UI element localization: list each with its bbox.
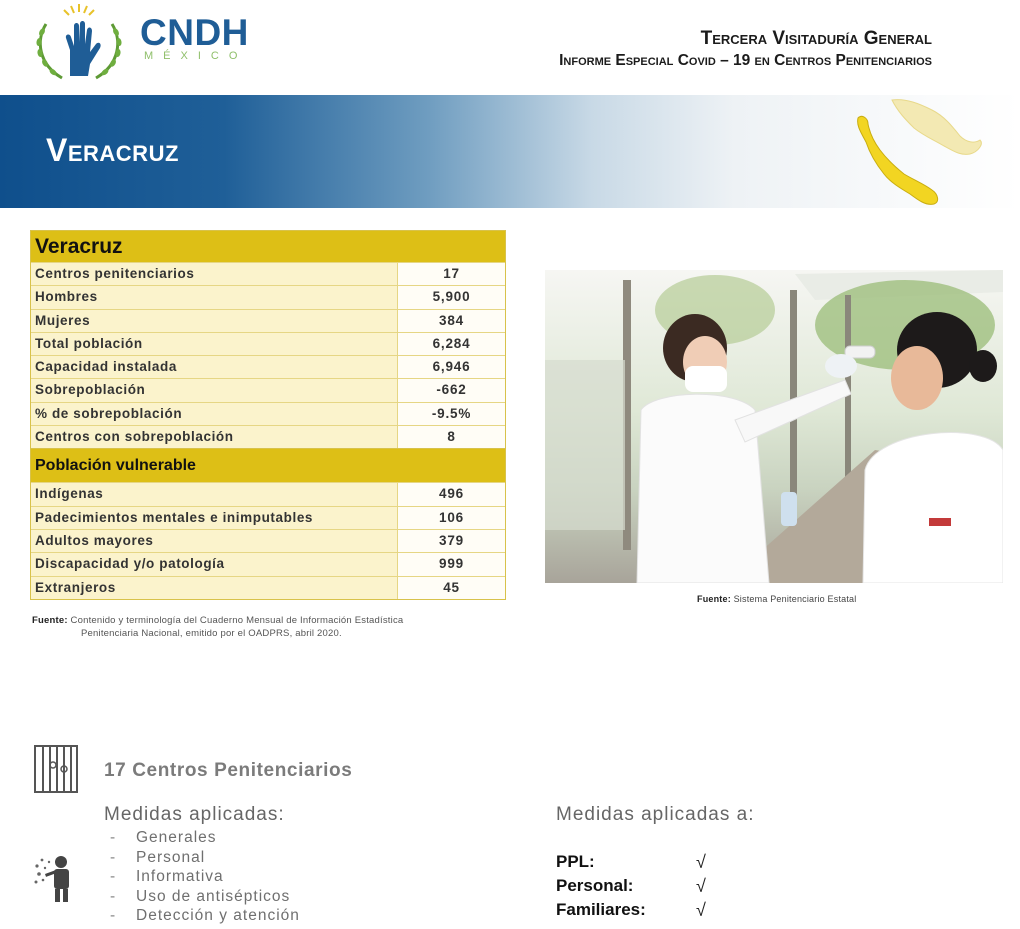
row-label: % de sobrepoblación bbox=[31, 403, 397, 425]
list-dash: - bbox=[110, 829, 117, 846]
table-row bbox=[31, 309, 505, 332]
table-subtitle: Población vulnerable bbox=[31, 448, 505, 482]
disinfection-worker-icon bbox=[33, 852, 81, 904]
table-row bbox=[31, 482, 505, 505]
list-dash: - bbox=[110, 848, 117, 866]
list-item bbox=[110, 867, 300, 887]
source-label: Fuente: bbox=[32, 615, 68, 626]
row-value: 17 bbox=[397, 263, 505, 285]
row-label: Discapacidad y/o patología bbox=[31, 553, 397, 575]
report-header bbox=[559, 28, 932, 72]
row-value: 6,946 bbox=[397, 356, 505, 378]
row-value: 384 bbox=[397, 310, 505, 332]
photo-source-note bbox=[697, 594, 856, 604]
aplicadas-label: Familiares: bbox=[556, 900, 646, 919]
row-value: 379 bbox=[397, 530, 505, 552]
photo-source-text: Sistema Penitenciario Estatal bbox=[733, 594, 857, 604]
row-label: Centros con sobrepoblación bbox=[31, 426, 397, 448]
centros-count: 17 Centros Penitenciarios bbox=[104, 760, 353, 781]
table-row bbox=[31, 425, 505, 448]
table-row bbox=[31, 529, 505, 552]
row-label: Sobrepoblación bbox=[31, 379, 397, 401]
list-item bbox=[556, 874, 706, 898]
table-row bbox=[31, 506, 505, 529]
source-text-line2: Penitenciaria Nacional, emitido por el OADPRS, abril 2020. bbox=[81, 628, 342, 639]
table-source-note bbox=[32, 614, 502, 640]
list-item-label: Generales bbox=[136, 829, 217, 846]
report-header-line2: Informe Especial Covid – 19 en Centros Penitenciarios bbox=[559, 52, 932, 69]
table-row bbox=[31, 262, 505, 285]
aplicadas-label: Personal: bbox=[556, 876, 634, 895]
list-item bbox=[110, 906, 300, 926]
row-label: Hombres bbox=[31, 286, 397, 308]
aplicadas-list bbox=[556, 850, 706, 922]
row-value: 999 bbox=[397, 553, 505, 575]
row-value: -662 bbox=[397, 379, 505, 401]
aplicadas-label: PPL: bbox=[556, 852, 595, 871]
laurel-hand-emblem-icon bbox=[32, 2, 127, 84]
table-row bbox=[31, 576, 505, 599]
list-item-label: Uso de antisépticos bbox=[136, 887, 291, 905]
list-item-label: Informativa bbox=[136, 868, 224, 886]
list-dash: - bbox=[110, 868, 117, 886]
row-value: 496 bbox=[397, 483, 505, 505]
list-item bbox=[556, 898, 706, 922]
row-value: -9.5% bbox=[397, 403, 505, 425]
source-text-line1: Contenido y terminología del Cuaderno Mensual de Información Estadística bbox=[70, 615, 404, 626]
table-title: Veracruz bbox=[31, 231, 505, 262]
check-icon: √ bbox=[696, 852, 706, 872]
aplicadas-title: Medidas aplicadas a: bbox=[556, 804, 755, 825]
mexico-map-icon bbox=[848, 96, 988, 208]
row-value: 5,900 bbox=[397, 286, 505, 308]
list-item bbox=[556, 850, 706, 874]
row-label: Padecimientos mentales e inimputables bbox=[31, 507, 397, 529]
logo-wordmark: CNDH bbox=[140, 12, 249, 53]
table-row bbox=[31, 332, 505, 355]
screening-photo bbox=[545, 270, 1003, 583]
list-dash: - bbox=[110, 907, 117, 925]
row-value: 6,284 bbox=[397, 333, 505, 355]
stats-table bbox=[30, 230, 506, 600]
check-icon: √ bbox=[696, 900, 706, 920]
list-item-label: Personal bbox=[136, 848, 206, 866]
row-value: 45 bbox=[397, 577, 505, 599]
row-label: Mujeres bbox=[31, 310, 397, 332]
row-label: Total población bbox=[31, 333, 397, 355]
cndh-logo bbox=[32, 2, 272, 84]
row-label: Centros penitenciarios bbox=[31, 263, 397, 285]
medidas-title: Medidas aplicadas: bbox=[104, 804, 285, 825]
row-label: Adultos mayores bbox=[31, 530, 397, 552]
medidas-list bbox=[110, 828, 300, 926]
row-value: 106 bbox=[397, 507, 505, 529]
list-item-label: Detección y atención bbox=[136, 907, 300, 925]
list-dash: - bbox=[110, 887, 117, 905]
photo-source-label: Fuente: bbox=[697, 594, 731, 604]
list-item bbox=[110, 887, 300, 907]
table-row bbox=[31, 402, 505, 425]
table-row bbox=[31, 552, 505, 575]
list-item bbox=[110, 848, 300, 868]
row-label: Indígenas bbox=[31, 483, 397, 505]
table-row bbox=[31, 378, 505, 401]
table-row bbox=[31, 355, 505, 378]
check-icon: √ bbox=[696, 876, 706, 896]
table-row bbox=[31, 285, 505, 308]
prison-bars-icon bbox=[34, 745, 78, 793]
row-label: Extranjeros bbox=[31, 577, 397, 599]
report-header-line1: Tercera Visitaduría General bbox=[700, 28, 932, 49]
banner-title: Veracruz bbox=[46, 132, 179, 168]
logo-subtitle: MÉXICO bbox=[144, 50, 248, 62]
temperature-check-illustration bbox=[545, 270, 1003, 583]
row-value: 8 bbox=[397, 426, 505, 448]
row-label: Capacidad instalada bbox=[31, 356, 397, 378]
list-item bbox=[110, 828, 300, 848]
